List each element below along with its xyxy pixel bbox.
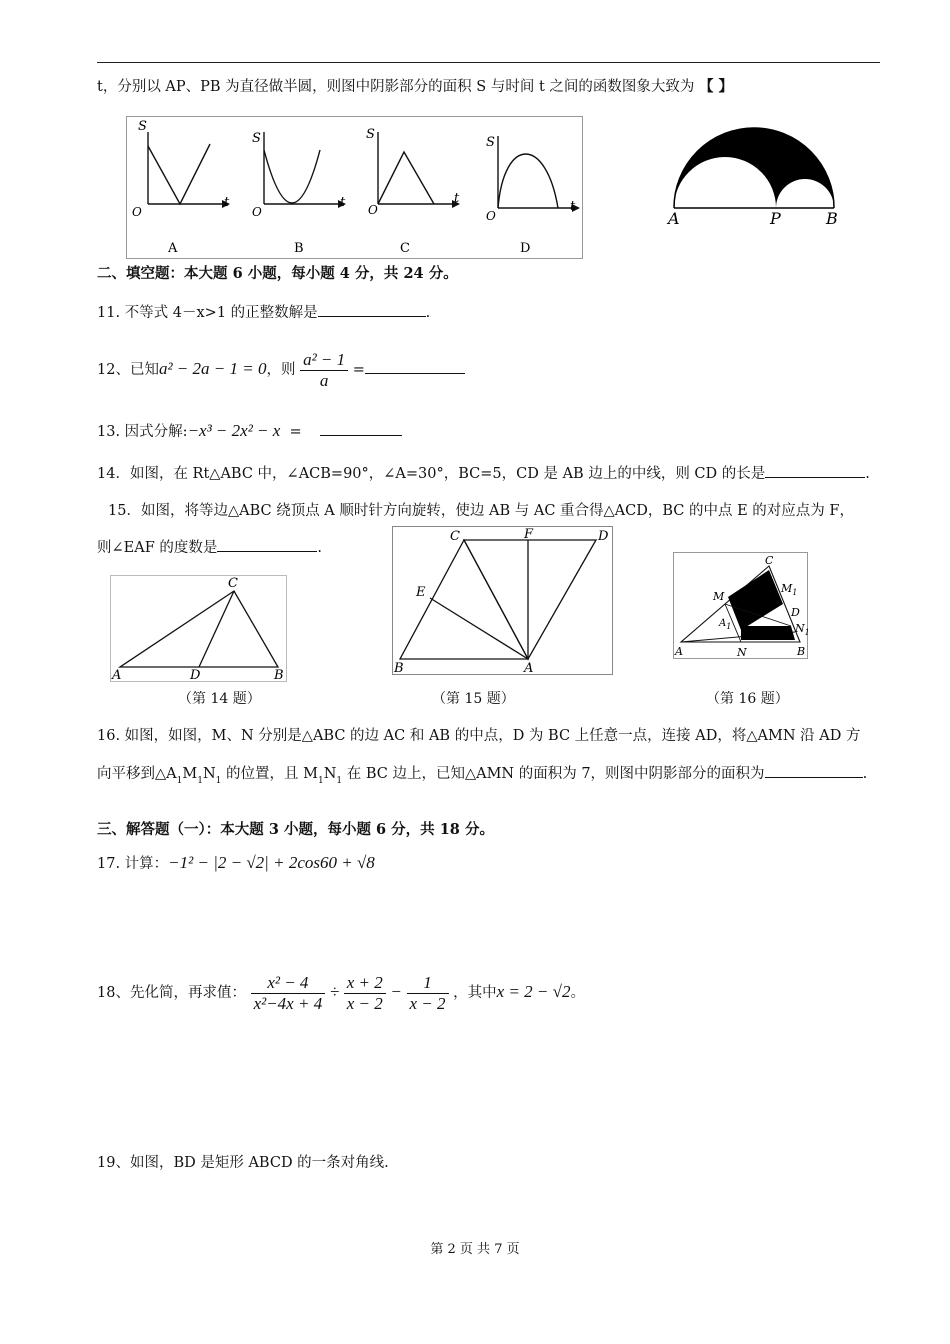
answer-blank-12[interactable]	[365, 359, 465, 374]
point-label-b: B	[797, 645, 806, 658]
point-label-c: C	[765, 554, 774, 567]
figure-15-caption: （第 15 题）	[432, 691, 515, 707]
axis-label: S	[252, 131, 261, 146]
question-17: 17. 计算：−1² − |2 − √2| + 2cos60 + √8	[97, 853, 375, 872]
question-16-line1: 16. 如图，如图，M、N 分别是△ABC 的边 AC 和 AB 的中点，D 为 BC 上任意一点，连接 AD，将△AMN 沿 AD 方	[97, 728, 861, 744]
figure-14	[110, 575, 288, 683]
header-rule	[97, 62, 880, 63]
point-label-b: B	[274, 668, 284, 683]
answer-blank-15[interactable]	[217, 537, 317, 552]
point-label-a: A	[524, 661, 534, 676]
point-label-e: E	[416, 585, 426, 600]
question-11: 11. 不等式 4－x>1 的正整数解是 .	[97, 302, 430, 323]
question-15-line2: 则∠EAF 的度数是 .	[97, 537, 322, 558]
point-label-m: M	[713, 590, 725, 603]
origin-label: O	[486, 209, 496, 223]
point-label-b: B	[826, 209, 838, 228]
point-label-d: D	[598, 529, 609, 544]
point-label-a: A	[112, 668, 122, 683]
q10-semicircle-figure	[666, 120, 846, 232]
figure-15	[392, 526, 614, 676]
point-label-p: P	[770, 209, 781, 228]
question-12: 12、已知a² − 2a − 1 = 0，则 $\frac{\text{a² − 1}}{a}$ =	[97, 346, 465, 392]
origin-label: O	[132, 205, 142, 219]
q10-text: t，分别以 AP、PB 为直径做半圆，则图中阴影部分的面积 S 与时间 t 之间的函数图象大致为 【 】	[97, 78, 734, 95]
point-label-n1: $N_1$	[795, 622, 810, 637]
point-label-a: A	[668, 209, 680, 228]
q18-fraction-3: $\frac{1}{x - 2}$	[407, 973, 449, 1014]
question-15-line1: 15．如图，将等边△ABC 绕顶点 A 顺时针方向旋转，使边 AB 与 AC 重合得△ACD，BC 的中点 E 的对应点为 F，	[108, 503, 854, 519]
axis-label: S	[486, 135, 495, 150]
question-14: 14．如图，在 Rt△ABC 中，∠ACB=90°，∠A=30°，BC=5，CD 是 AB 边上的中线，则 CD 的长是 .	[97, 463, 870, 484]
option-label: B	[294, 241, 304, 256]
point-label-a1: $A_1$	[719, 618, 732, 631]
point-label-n: N	[737, 646, 747, 659]
axis-label: t	[340, 195, 346, 210]
option-label: D	[520, 241, 531, 256]
point-label-c: C	[450, 529, 460, 544]
figure-16-caption: （第 16 题）	[706, 691, 789, 707]
page-footer: 第 2 页 共 7 页	[430, 1242, 520, 1257]
axis-label: t	[224, 195, 230, 210]
question-19: 19、如图，BD 是矩形 ABCD 的一条对角线.	[97, 1155, 389, 1171]
option-c-graph	[366, 127, 460, 256]
point-label-f: F	[524, 527, 534, 542]
point-label-d: D	[791, 606, 800, 619]
origin-label: O	[252, 205, 262, 219]
origin-label: O	[368, 203, 378, 217]
q18-fraction-2: $\frac{x + 2}{x - 2}$	[344, 973, 386, 1014]
axis-label: t	[570, 199, 576, 214]
figure-16	[673, 552, 809, 660]
question-18: 18、先化简，再求值： $\frac{\text{x² − 4}}{\text{x²−4x + 4}}$ ÷ $\frac{x + 2}{x - 2}$ − $\frac{1}{x - 2}$ ，其中x = 2 − √2。	[97, 972, 585, 1013]
question-16-line2: 向平移到$\triangle A_1M_1N_1$ 的位置，且 $M_1N_1$ 在 BC 边上，已知△AMN 的面积为 7，则图中阴影部分的面积为 .	[97, 763, 867, 791]
point-label-c: C	[228, 576, 238, 591]
point-label-a: A	[675, 645, 683, 658]
option-d-graph	[486, 135, 580, 256]
q12-fraction: $\frac{\text{a² − 1}}{a}$	[300, 350, 348, 391]
point-label-d: D	[190, 668, 201, 683]
answer-blank-14[interactable]	[765, 463, 865, 478]
figure-14-caption: （第 14 题）	[178, 691, 261, 707]
axis-label: S	[138, 119, 147, 134]
answer-blank-16[interactable]	[765, 763, 863, 778]
answer-blank-11[interactable]	[318, 302, 426, 317]
question-13: 13. 因式分解:−x³ − 2x² − x =	[97, 421, 402, 442]
answer-blank-13[interactable]	[320, 421, 402, 436]
option-a-graph	[132, 119, 230, 256]
point-label-b: B	[394, 661, 404, 676]
q18-fraction-1: $\frac{\text{x² − 4}}{\text{x²−4x + 4}}$	[251, 973, 326, 1014]
axis-label: S	[366, 127, 375, 142]
axis-label: t	[454, 191, 460, 206]
option-label: C	[400, 241, 410, 256]
q10-options-figure	[126, 116, 584, 260]
section-3-heading: 三、解答题（一）：本大题 3 小题，每小题 6 分，共 18 分。	[97, 821, 494, 838]
option-label: A	[168, 241, 178, 256]
section-2-heading: 二、填空题：本大题 6 小题，每小题 4 分，共 24 分。	[97, 265, 458, 282]
option-b-graph	[252, 131, 346, 256]
point-label-m1: $M_1$	[781, 582, 798, 597]
